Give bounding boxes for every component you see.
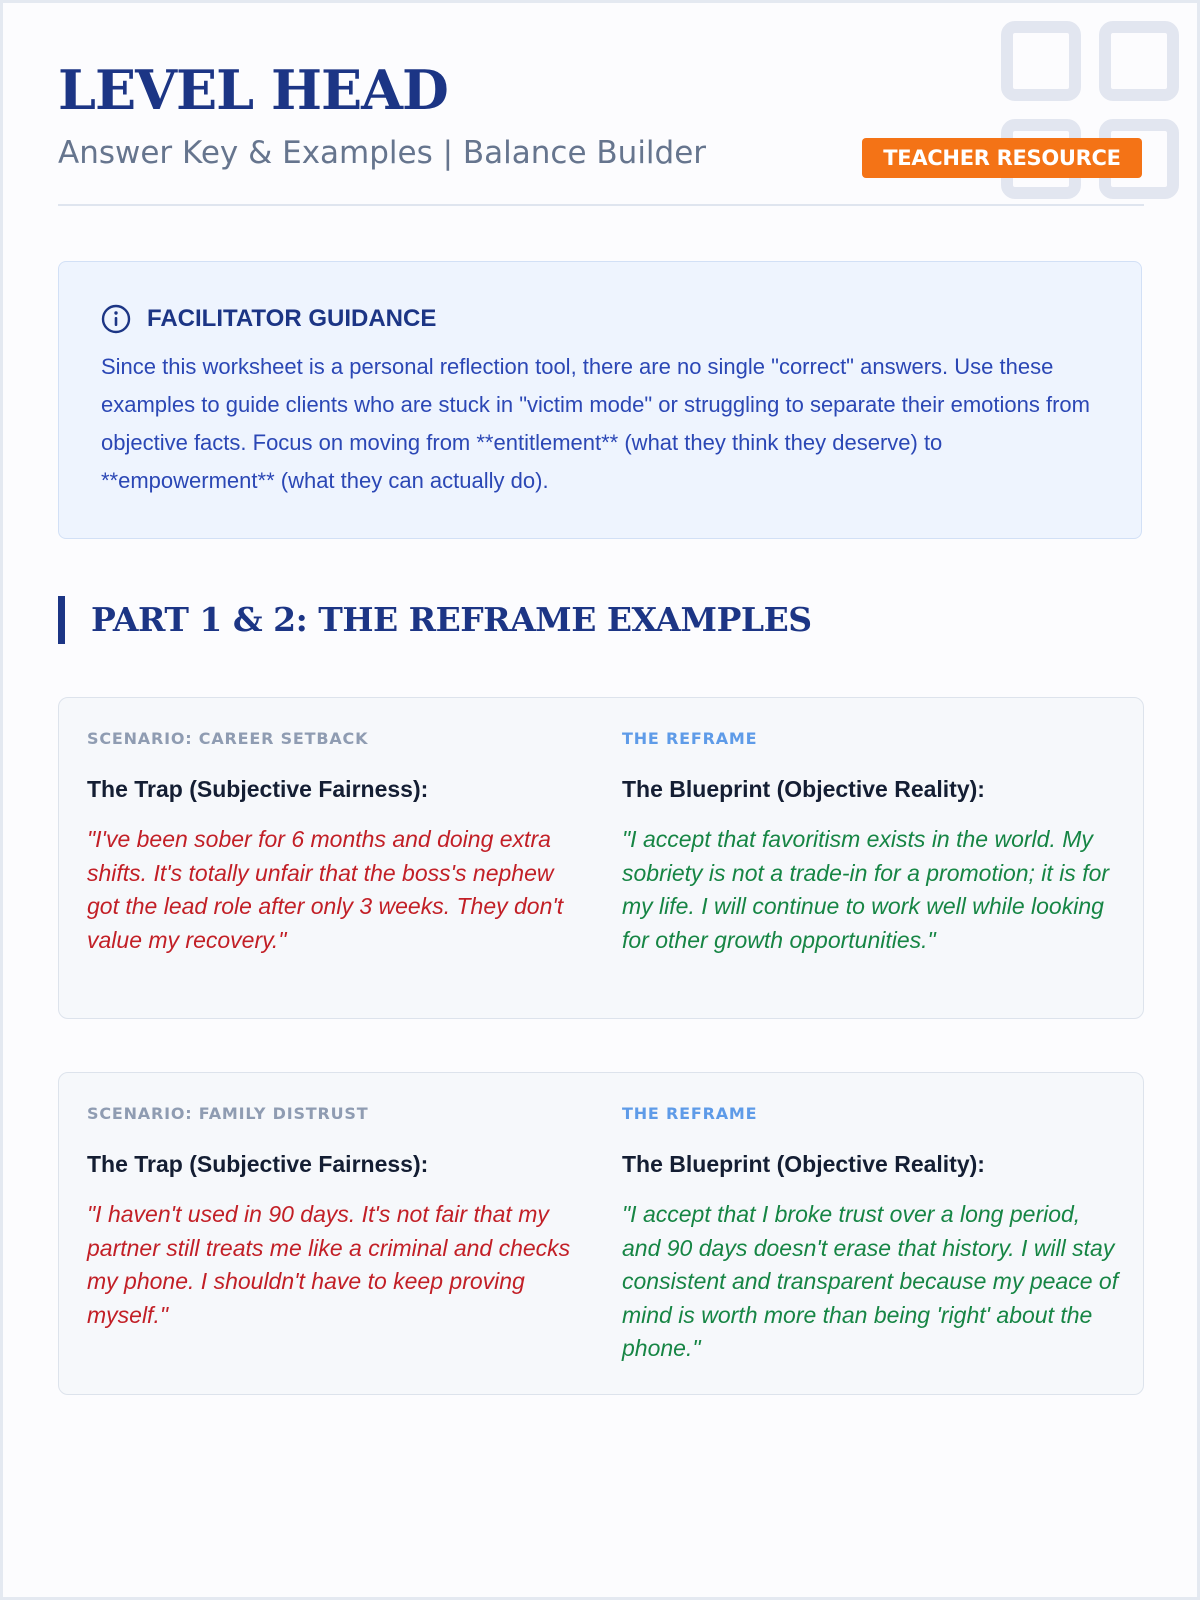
- guidance-body: Since this worksheet is a personal reflection tool, there are no single "correct" answers. Use these examples to guide clients who are stuck in "victim mode" or struggling to separate their emotions from objective facts. Focus on moving from **entitlement** (what they think they deserve) to **empowerment** (what they can actually do).: [101, 354, 1090, 493]
- scenario-card: [58, 697, 1144, 1019]
- answer-key-page: [3, 3, 1197, 1597]
- facilitator-guidance-box: [58, 261, 1142, 539]
- reframe-label: THE REFRAME: [622, 729, 758, 748]
- header-divider: [58, 204, 1144, 206]
- scenario-card: [58, 1072, 1144, 1395]
- trap-quote: "I haven't used in 90 days. It's not fair that my partner still treats me like a criminal and checks my phone. I shouldn't have to keep proving myself.": [87, 1201, 571, 1328]
- trap-quote: "I've been sober for 6 months and doing extra shifts. It's totally unfair that the boss's nephew got the lead role after only 3 weeks. They don't value my recovery.": [87, 826, 564, 953]
- blueprint-quote: "I accept that favoritism exists in the world. My sobriety is not a trade-in for a promotion; it is for my life. I will continue to work well while looking for other growth opportunities.": [622, 826, 1110, 953]
- page-title: LEVEL HEAD: [58, 58, 448, 122]
- blueprint-quote: "I accept that I broke trust over a long period, and 90 days doesn't erase that history. I will stay consistent and transparent because my peace of mind is worth more than being 'right' about the phone.": [622, 1201, 1119, 1361]
- section-title: PART 1 & 2: THE REFRAME EXAMPLES: [91, 600, 812, 639]
- grid-logo-icon: [1001, 21, 1191, 211]
- trap-heading: The Trap (Subjective Fairness):: [87, 1151, 429, 1177]
- teacher-resource-badge: TEACHER RESOURCE: [862, 138, 1142, 178]
- info-icon: [101, 304, 131, 334]
- page-subtitle: Answer Key & Examples | Balance Builder: [58, 135, 707, 171]
- blueprint-heading: The Blueprint (Objective Reality):: [622, 1151, 985, 1177]
- scenario-label: SCENARIO: FAMILY DISTRUST: [87, 1104, 369, 1123]
- section-accent-bar: [58, 596, 65, 644]
- trap-heading: The Trap (Subjective Fairness):: [87, 776, 429, 802]
- guidance-title: FACILITATOR GUIDANCE: [147, 305, 437, 332]
- scenario-label: SCENARIO: CAREER SETBACK: [87, 729, 369, 748]
- reframe-label: THE REFRAME: [622, 1104, 758, 1123]
- blueprint-heading: The Blueprint (Objective Reality):: [622, 776, 985, 802]
